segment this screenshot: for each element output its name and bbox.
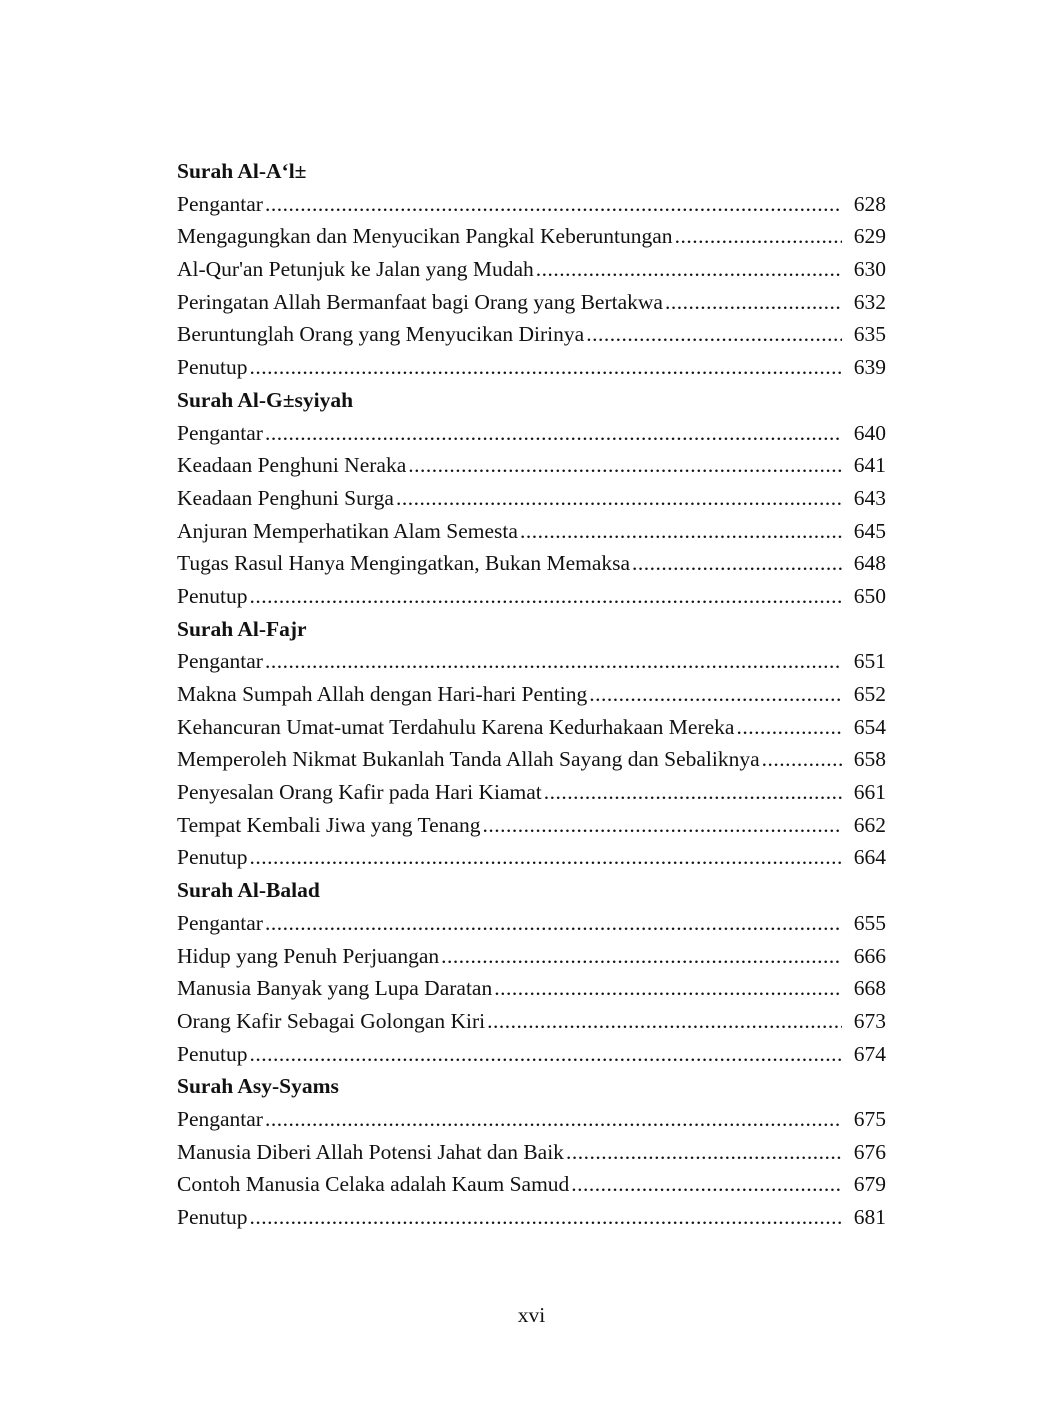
toc-entry[interactable]: [177, 1038, 886, 1071]
entry-title: Keadaan Penghuni Neraka: [177, 453, 407, 478]
entry-title: Tugas Rasul Hanya Mengingatkan, Bukan Memaksa: [177, 551, 631, 576]
dot-leader: [247, 841, 842, 874]
entry-title: Orang Kafir Sebagai Golongan Kiri: [177, 1008, 486, 1033]
entry-title: Manusia Diberi Allah Potensi Jahat dan Baik: [177, 1139, 564, 1164]
toc-entry[interactable]: [177, 220, 886, 253]
entry-title: Makna Sumpah Allah dengan Hari-hari Penting: [177, 682, 588, 706]
entry-page: 676: [853, 1139, 886, 1164]
dot-leader: [247, 1038, 842, 1071]
page-number: xvi: [517, 1303, 546, 1327]
entry-title: Contoh Manusia Celaka adalah Kaum Samud: [177, 1172, 570, 1197]
section-heading: Surah Asy-Syams: [177, 1074, 339, 1099]
entry-page: 629: [853, 224, 886, 249]
dot-leader: [663, 286, 842, 319]
dot-leader: [247, 1201, 842, 1234]
dot-leader: [263, 417, 842, 450]
entry-title: Al-Qur'an Petunjuk ke Jalan yang Mudah: [177, 257, 534, 282]
toc-entry[interactable]: [177, 515, 886, 548]
dot-leader: [492, 972, 842, 1005]
entry-page: 651: [853, 649, 886, 674]
toc-entry[interactable]: [177, 841, 886, 874]
dot-leader: [263, 645, 842, 678]
dot-leader: [564, 1136, 842, 1169]
entry-title: Pengantar: [177, 420, 263, 445]
entry-title: Mengagungkan dan Menyucikan Pangkal Keberuntungan: [177, 224, 673, 249]
entry-page: 645: [853, 518, 886, 543]
entry-page: 675: [853, 1106, 886, 1131]
toc-entry[interactable]: [177, 318, 886, 351]
entry-title: Beruntunglah Orang yang Menyucikan Dirinya: [177, 322, 585, 347]
toc-entry[interactable]: [177, 1136, 886, 1169]
toc-entry[interactable]: [177, 743, 886, 776]
entry-page: 679: [853, 1172, 886, 1197]
toc-entry[interactable]: [177, 809, 886, 842]
dot-leader: [518, 515, 842, 548]
entry-title: Hidup yang Penuh Perjuangan: [177, 943, 440, 968]
section-heading: Surah Al-Fajr: [177, 616, 307, 641]
entry-page: 639: [853, 355, 886, 380]
entry-title: Kehancuran Umat-umat Terdahulu Karena Kedurhakaan Mereka: [177, 714, 735, 739]
entry-title: Penutup: [177, 583, 248, 608]
dot-leader: [263, 1103, 842, 1136]
entry-page: 668: [853, 976, 886, 1001]
entry-page: 661: [853, 780, 886, 805]
entry-page: 673: [853, 1008, 886, 1033]
toc-entry[interactable]: [177, 776, 886, 809]
entry-page: 652: [853, 682, 886, 706]
entry-title: Manusia Banyak yang Lupa Daratan: [177, 976, 493, 1001]
entry-title: Penutup: [177, 355, 248, 380]
entry-page: 635: [853, 322, 886, 347]
toc-entry[interactable]: [177, 972, 886, 1005]
dot-leader: [263, 188, 842, 221]
toc-entry[interactable]: [177, 580, 886, 613]
entry-page: 674: [853, 1041, 886, 1066]
toc-entry[interactable]: [177, 678, 886, 711]
dot-leader: [394, 482, 842, 515]
entry-page: 664: [853, 845, 886, 870]
dot-leader: [542, 776, 842, 809]
toc-entry[interactable]: [177, 940, 886, 973]
dot-leader: [673, 220, 842, 253]
dot-leader: [630, 547, 842, 580]
entry-page: 643: [853, 485, 886, 510]
toc-entry[interactable]: [177, 1005, 886, 1038]
section-heading: Surah Al-G±syiyah: [177, 387, 354, 412]
entry-title: Penutup: [177, 1205, 248, 1229]
dot-leader: [734, 711, 842, 744]
entry-page: 641: [853, 453, 886, 478]
dot-leader: [247, 351, 842, 384]
dot-leader: [760, 743, 842, 776]
toc-entry[interactable]: [177, 1103, 886, 1136]
entry-title: Pengantar: [177, 191, 263, 216]
toc-entry[interactable]: [177, 645, 886, 678]
entry-page: 648: [853, 551, 886, 576]
entry-page: 640: [853, 420, 886, 445]
entry-title: Keadaan Penghuni Surga: [177, 485, 394, 510]
dot-leader: [439, 940, 842, 973]
entry-page: 655: [853, 910, 886, 935]
entry-title: Peringatan Allah Bermanfaat bagi Orang yang Bertakwa: [177, 289, 663, 314]
entry-page: 628: [853, 191, 886, 216]
toc-entry[interactable]: [177, 417, 886, 450]
toc-entry[interactable]: [177, 1168, 886, 1201]
entry-title: Pengantar: [177, 1106, 263, 1131]
entry-page: 666: [853, 943, 886, 968]
dot-leader: [263, 907, 842, 940]
dot-leader: [569, 1168, 842, 1201]
toc-entry[interactable]: [177, 1201, 886, 1234]
entry-title: Penutup: [177, 1041, 248, 1066]
entry-title: Memperoleh Nikmat Bukanlah Tanda Allah Sayang dan Sebaliknya: [177, 747, 760, 772]
toc-entry[interactable]: [177, 449, 886, 482]
dot-leader: [247, 580, 842, 613]
toc-entry[interactable]: [177, 253, 886, 286]
entry-page: 662: [853, 812, 886, 837]
dot-leader: [480, 809, 842, 842]
toc-entry[interactable]: [177, 286, 886, 319]
toc-entry[interactable]: [177, 351, 886, 384]
entry-page: 632: [853, 289, 886, 314]
dot-leader: [485, 1005, 842, 1038]
table-of-contents: [177, 155, 886, 1234]
entry-title: Penyesalan Orang Kafir pada Hari Kiamat: [177, 780, 542, 805]
section-heading: Surah Al-Balad: [177, 878, 320, 903]
entry-title: Tempat Kembali Jiwa yang Tenang: [177, 812, 481, 837]
section-heading: Surah Al-A‘l±: [177, 159, 307, 183]
toc-entry[interactable]: [177, 188, 886, 221]
dot-leader: [534, 253, 842, 286]
entry-title: Pengantar: [177, 649, 263, 674]
toc-entry[interactable]: [177, 711, 886, 744]
entry-page: 630: [853, 257, 886, 282]
entry-title: Penutup: [177, 845, 248, 870]
toc-entry[interactable]: [177, 547, 886, 580]
entry-page: 654: [853, 714, 886, 739]
toc-entry[interactable]: [177, 482, 886, 515]
entry-page: 681: [853, 1205, 886, 1229]
entry-page: 658: [853, 747, 886, 772]
dot-leader: [587, 678, 842, 711]
entry-title: Anjuran Memperhatikan Alam Semesta: [177, 518, 518, 543]
dot-leader: [584, 318, 842, 351]
dot-leader: [406, 449, 842, 482]
toc-entry[interactable]: [177, 907, 886, 940]
entry-page: 650: [853, 583, 886, 608]
entry-title: Pengantar: [177, 910, 263, 935]
